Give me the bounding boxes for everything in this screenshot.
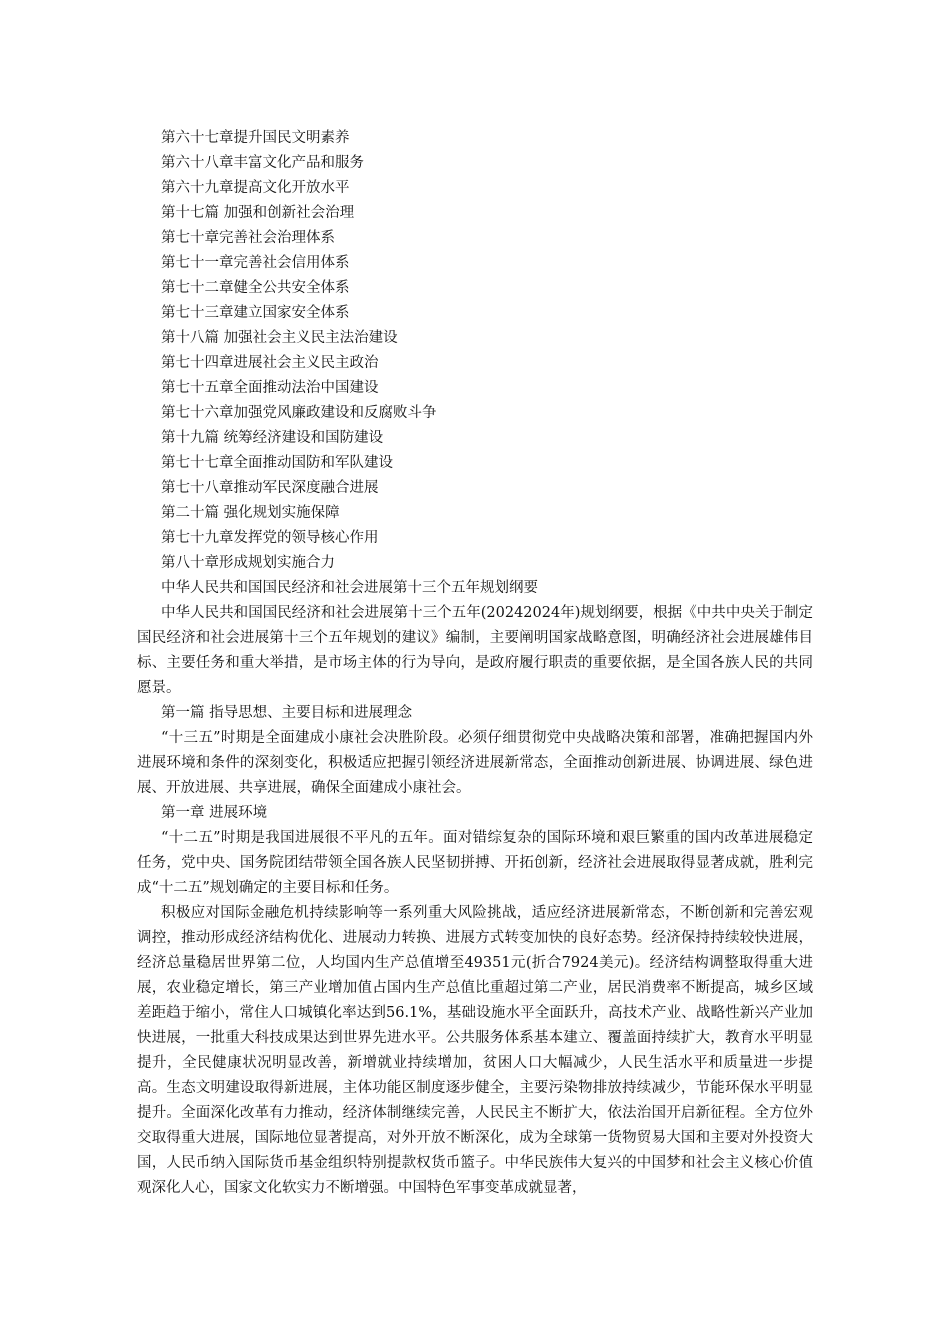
toc-entry: 第七十四章进展社会主义民主政治 bbox=[161, 355, 379, 371]
toc-entry: 第六十八章丰富文化产品和服务 bbox=[161, 155, 364, 171]
part-heading: 第一篇 指导思想、主要目标和进展理念 bbox=[161, 705, 413, 721]
toc-entry: 第二十篇 强化规划实施保障 bbox=[161, 505, 340, 521]
toc-entry: 第七十二章健全公共安全体系 bbox=[161, 280, 350, 296]
toc-entry: 第七十一章完善社会信用体系 bbox=[161, 255, 350, 271]
toc-entry: 第七十八章推动军民深度融合进展 bbox=[161, 480, 379, 496]
document-body bbox=[137, 126, 813, 1201]
chapter-paragraph: “十二五”时期是我国进展很不平凡的五年。面对错综复杂的国际环境和艰巨繁重的国内改革进展稳定任务，党中央、国务院团结带领全国各族人民坚韧拼搏、开拓创新，经济社会进展取得显著成就，胜利完成“十二五”规划确定的主要目标和任务。 bbox=[137, 830, 813, 896]
toc-entry: 第七十七章全面推动国防和军队建设 bbox=[161, 455, 393, 471]
part-paragraph: “十三五”时期是全面建成小康社会决胜阶段。必须仔细贯彻党中央战略决策和部署，准确把握国内外进展环境和条件的深刻变化，积极适应把握引领经济进展新常态，全面推动创新进展、协调进展、绿色进展、开放进展、共享进展，确保全面建成小康社会。 bbox=[137, 730, 813, 796]
toc-entry: 第七十五章全面推动法治中国建设 bbox=[161, 380, 379, 396]
toc-entry: 第七十六章加强党风廉政建设和反腐败斗争 bbox=[161, 405, 437, 421]
toc-entry: 第七十九章发挥党的领导核心作用 bbox=[161, 530, 379, 546]
toc-entry: 第六十九章提高文化开放水平 bbox=[161, 180, 350, 196]
chapter-paragraph: 积极应对国际金融危机持续影响等一系列重大风险挑战，适应经济进展新常态，不断创新和完善宏观调控，推动形成经济结构优化、进展动力转换、进展方式转变加快的良好态势。经济保持持续较快进展，经济总量稳居世界第二位，人均国内生产总值增至49351元(折合7924美元)。经济结构调整取得重大进展，农业稳定增长，第三产业增加值占国内生产总值比重超过第二产业，居民消费率不断提高，城乡区域差距趋于缩小，常住人口城镇化率达到56.1%，基础设施水平全面跃升，高技术产业、战略性新兴产业加快进展，一批重大科技成果达到世界先进水平。公共服务体系基本建立、覆盖面持续扩大，教育水平明显提升，全民健康状况明显改善，新增就业持续增加，贫困人口大幅减少，人民生活水平和质量进一步提高。生态文明建设取得新进展，主体功能区制度逐步健全，主要污染物排放持续减少，节能环保水平明显提升。全面深化改革有力推动，经济体制继续完善，人民民主不断扩大，依法治国开启新征程。全方位外交取得重大进展，国际地位显著提高，对外开放不断深化，成为全球第一货物贸易大国和主要对外投资大国，人民币纳入国际货币基金组织特别提款权货币篮子。中华民族伟大复兴的中国梦和社会主义核心价值观深化人心，国家文化软实力不断增强。中国特色军事变革成就显著， bbox=[137, 905, 813, 1196]
chapter-heading: 第一章 进展环境 bbox=[161, 805, 268, 821]
toc-entry: 第十九篇 统筹经济建设和国防建设 bbox=[161, 430, 384, 446]
intro-paragraph: 中华人民共和国国民经济和社会进展第十三个五年(20242024年)规划纲要，根据《中共中央关于制定国民经济和社会进展第十三个五年规划的建议》编制，主要阐明国家战略意图，明确经济社会进展雄伟目标、主要任务和重大举措，是市场主体的行为导向，是政府履行职责的重要依据，是全国各族人民的共同愿景。 bbox=[137, 605, 813, 696]
toc-entry: 第十七篇 加强和创新社会治理 bbox=[161, 205, 355, 221]
toc-entry: 第七十三章建立国家安全体系 bbox=[161, 305, 350, 321]
toc-entry: 第六十七章提升国民文明素养 bbox=[161, 130, 350, 146]
toc-entry: 第七十章完善社会治理体系 bbox=[161, 230, 335, 246]
toc-entry: 第十八篇 加强社会主义民主法治建设 bbox=[161, 330, 398, 346]
document-title: 中华人民共和国国民经济和社会进展第十三个五年规划纲要 bbox=[161, 580, 538, 596]
toc-entry: 第八十章形成规划实施合力 bbox=[161, 555, 335, 571]
